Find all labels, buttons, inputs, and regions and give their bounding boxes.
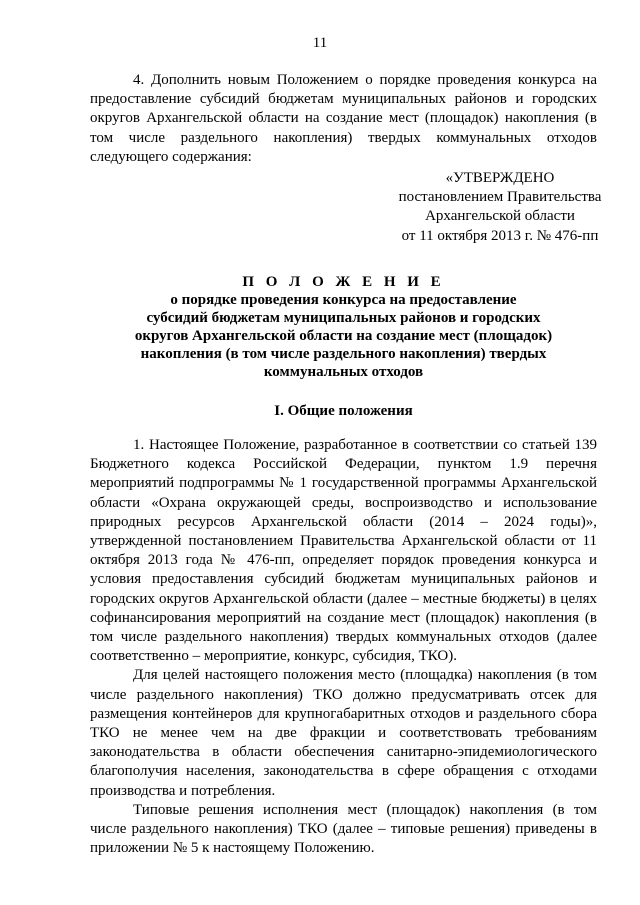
intro-paragraph: 4. Дополнить новым Положением о порядке проведения конкурса на предоставление субсидий бюджетам муниципальных районов и городских округов Архангельской области на создание мест (площадок) накопления (в том числе раздельного накопления) твердых коммунальных отходов следующего содержания:	[90, 72, 597, 165]
approval-line-3: Архангельской области	[425, 208, 575, 225]
document-title	[90, 273, 597, 381]
title-line-3: округов Архангельской области на создание мест (площадок)	[134, 328, 553, 344]
title-line-2: субсидий бюджетам муниципальных районов и городских	[146, 310, 541, 326]
paragraph-3: Типовые решения исполнения мест (площадок) накопления (в том числе раздельного накопления) ТКО (далее – типовые решения) приведены в приложении № 5 к настоящему Положению.	[90, 801, 597, 857]
approval-stamp	[380, 169, 620, 246]
paragraph-2: Для целей настоящего положения место (площадка) накопления (в том числе раздельного накопления) ТКО должно предусматривать отсек для размещения контейнеров для крупногабаритных отходов и раздельного сбора ТКО не менее чем на две фракции и соответствовать требованиям законодательства в области обеспечения санитарно-эпидемиологического благополучия населения, законодательства в сфере обращения с отходами производства и потребления.	[90, 667, 597, 799]
approval-line-2: постановлением Правительства	[398, 189, 602, 206]
title-line-4: накопления (в том числе раздельного накопления) твердых	[140, 346, 547, 362]
document-heading: П О Л О Ж Е Н И Е	[242, 274, 445, 290]
paragraph-1: 1. Настоящее Положение, разработанное в соответствии со статьей 139 Бюджетного кодекса Российской Федерации, пунктом 1.9 перечня мероприятий подпрограммы № 1 государственной программы Архангельской области «Охрана окружающей среды, воспроизводство и использование природных ресурсов Архангельской области (2014 – 2024 годы)», утвержденной постановлением Правительства Архангельской области от 11 октября 2013 года № 476-пп, определяет порядок проведения конкурса и условия предоставления субсидий бюджетам муниципальных районов и городских округов Архангельской области (далее – местные бюджеты) в целях софинансирования мероприятий на создание мест (площадок) накопления (в том числе раздельного накопления) твердых коммунальных отходов (далее соответственно – мероприятие, конкурс, субсидия, ТКО).	[90, 437, 597, 665]
approval-line-1: «УТВЕРЖДЕНО	[445, 170, 555, 186]
section-body	[90, 436, 597, 858]
title-line-1: о порядке проведения конкурса на предоставление	[170, 292, 517, 308]
intro-section	[90, 71, 597, 167]
title-line-5: коммунальных отходов	[263, 364, 424, 380]
approval-line-4: от 11 октября 2013 г. № 476-пп	[401, 227, 599, 244]
page-number: 11	[312, 35, 328, 51]
section-heading: I. Общие положения	[274, 403, 413, 419]
